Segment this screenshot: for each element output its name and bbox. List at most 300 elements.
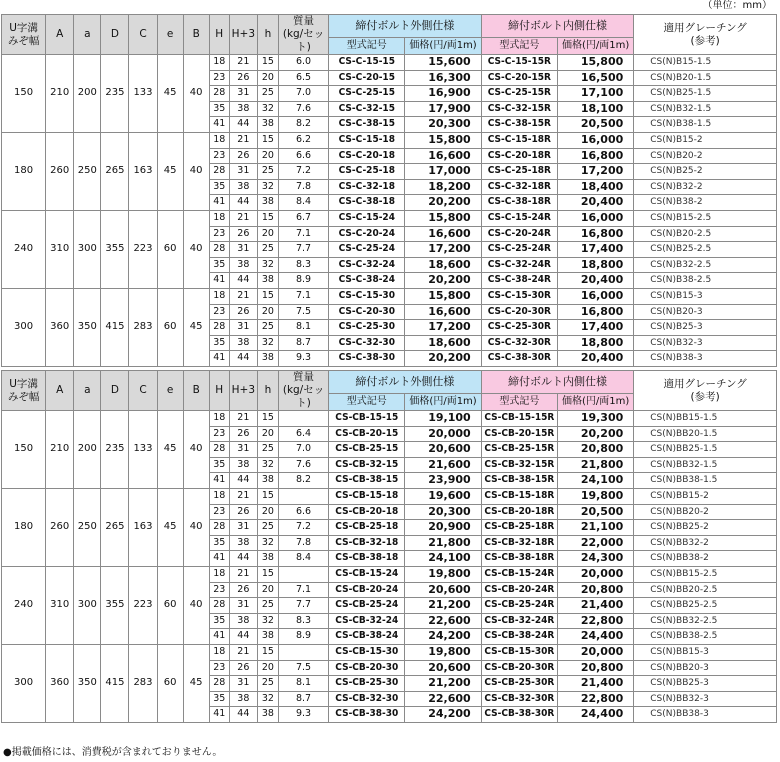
cell-inner-price: 22,000	[557, 535, 633, 551]
header-a: A	[46, 371, 74, 411]
cell-h: 41	[209, 629, 229, 645]
cell-inner-model: CS-CB-15-15R	[481, 411, 557, 427]
header-u_width: U字溝 みぞ幅	[2, 371, 46, 411]
cell-h: 35	[209, 335, 229, 351]
cell-inner-model: CS-CB-25-15R	[481, 442, 557, 458]
cell-mass: 7.7	[278, 598, 328, 614]
cell-outer-model: CS-CB-20-15	[329, 426, 405, 442]
cell-grating-ref: CS(N)B25-1.5	[634, 86, 777, 102]
cell-grating-ref: CS(N)BB32-2	[634, 535, 777, 551]
cell-mass: 6.4	[278, 426, 328, 442]
cell-h3: 44	[229, 117, 257, 133]
table-row	[2, 210, 777, 226]
group-d: 355	[101, 210, 129, 288]
cell-h: 23	[209, 582, 229, 598]
cell-h: 41	[209, 473, 229, 489]
cell-outer-model: CS-CB-20-30	[329, 660, 405, 676]
cell-inner-price: 17,400	[557, 242, 633, 258]
header-row	[2, 371, 777, 394]
cell-outer-price: 20,900	[405, 520, 481, 536]
cell-h3: 21	[229, 55, 257, 71]
cell-outer-price: 21,600	[405, 457, 481, 473]
cell-small-h: 20	[257, 660, 278, 676]
cell-small-h: 38	[257, 351, 278, 367]
cell-small-h: 20	[257, 226, 278, 242]
cell-mass: 8.9	[278, 629, 328, 645]
cell-small-h: 15	[257, 55, 278, 71]
cell-grating-ref: CS(N)BB38-2	[634, 551, 777, 567]
cell-mass: 8.3	[278, 613, 328, 629]
header-c: C	[129, 371, 157, 411]
cell-inner-price: 20,800	[557, 582, 633, 598]
cell-inner-model: CS-C-15-18R	[481, 132, 557, 148]
cell-outer-model: CS-C-38-24	[329, 273, 405, 289]
cell-grating-ref: CS(N)B32-1.5	[634, 101, 777, 117]
group-a: 310	[46, 210, 74, 288]
cell-inner-model: CS-CB-15-18R	[481, 488, 557, 504]
cell-grating-ref: CS(N)B32-2	[634, 179, 777, 195]
cell-h3: 21	[229, 411, 257, 427]
cell-small-h: 38	[257, 551, 278, 567]
cell-outer-price: 24,200	[405, 707, 481, 723]
cell-inner-model: CS-CB-38-18R	[481, 551, 557, 567]
cell-outer-price: 18,200	[405, 179, 481, 195]
cell-outer-price: 18,600	[405, 335, 481, 351]
cell-outer-model: CS-C-15-18	[329, 132, 405, 148]
cell-grating-ref: CS(N)BB20-2	[634, 504, 777, 520]
cell-small-h: 38	[257, 273, 278, 289]
cell-outer-model: CS-C-15-15	[329, 55, 405, 71]
group-e: 60	[157, 566, 183, 644]
cell-outer-price: 23,900	[405, 473, 481, 489]
cell-small-h: 20	[257, 582, 278, 598]
cell-small-h: 32	[257, 457, 278, 473]
cell-small-h: 25	[257, 676, 278, 692]
cell-inner-model: CS-C-25-15R	[481, 86, 557, 102]
cell-h3: 38	[229, 101, 257, 117]
cell-h: 18	[209, 411, 229, 427]
cell-mass: 8.4	[278, 195, 328, 211]
group-a: 250	[74, 132, 101, 210]
cell-mass: 6.6	[278, 504, 328, 520]
header-outer-spec: 締付ボルト外側仕様	[329, 15, 482, 38]
cell-small-h: 25	[257, 242, 278, 258]
header-d: D	[101, 15, 129, 55]
cell-mass: 8.1	[278, 320, 328, 336]
header-h: h	[257, 15, 278, 55]
cell-mass: 7.5	[278, 660, 328, 676]
cell-mass: 7.0	[278, 442, 328, 458]
cell-inner-price: 18,800	[557, 335, 633, 351]
cell-grating-ref: CS(N)B32-2.5	[634, 257, 777, 273]
header-b: B	[183, 15, 209, 55]
cell-grating-ref: CS(N)B15-3	[634, 288, 777, 304]
cell-h: 35	[209, 257, 229, 273]
cell-inner-model: CS-C-25-18R	[481, 164, 557, 180]
price-table-cb	[1, 370, 777, 723]
cell-small-h: 32	[257, 613, 278, 629]
cell-outer-price: 19,600	[405, 488, 481, 504]
group-c: 223	[129, 566, 157, 644]
cell-outer-price: 22,600	[405, 691, 481, 707]
cell-inner-model: CS-CB-20-30R	[481, 660, 557, 676]
cell-h: 23	[209, 70, 229, 86]
cell-grating-ref: CS(N)BB25-3	[634, 676, 777, 692]
cell-mass: 7.6	[278, 101, 328, 117]
cell-small-h: 38	[257, 473, 278, 489]
group-u: 240	[2, 566, 46, 644]
cell-mass: 8.9	[278, 273, 328, 289]
cell-grating-ref: CS(N)BB20-2.5	[634, 582, 777, 598]
header-grating-ref: 適用グレーチング (参考)	[634, 371, 777, 411]
cell-inner-model: CS-C-25-24R	[481, 242, 557, 258]
cell-small-h: 32	[257, 101, 278, 117]
cell-h: 28	[209, 676, 229, 692]
cell-inner-price: 16,000	[557, 288, 633, 304]
cell-outer-price: 21,200	[405, 676, 481, 692]
cell-outer-model: CS-CB-25-15	[329, 442, 405, 458]
cell-inner-price: 22,800	[557, 691, 633, 707]
cell-outer-price: 16,300	[405, 70, 481, 86]
cell-mass: 7.8	[278, 179, 328, 195]
cell-outer-model: CS-CB-32-18	[329, 535, 405, 551]
cell-h: 28	[209, 520, 229, 536]
header-a: A	[46, 15, 74, 55]
cell-small-h: 32	[257, 179, 278, 195]
cell-inner-price: 24,400	[557, 707, 633, 723]
cell-inner-price: 24,100	[557, 473, 633, 489]
cell-grating-ref: CS(N)B20-2.5	[634, 226, 777, 242]
cell-inner-model: CS-CB-15-30R	[481, 644, 557, 660]
cell-inner-model: CS-C-32-15R	[481, 101, 557, 117]
price-table-c	[1, 14, 777, 367]
cell-grating-ref: CS(N)BB20-3	[634, 660, 777, 676]
cell-h: 41	[209, 273, 229, 289]
cell-h3: 38	[229, 613, 257, 629]
cell-grating-ref: CS(N)B25-2.5	[634, 242, 777, 258]
table-row	[2, 288, 777, 304]
cell-h3: 31	[229, 320, 257, 336]
cell-inner-price: 16,800	[557, 304, 633, 320]
cell-outer-price: 20,600	[405, 582, 481, 598]
header-outer-spec: 締付ボルト外側仕様	[329, 371, 482, 394]
cell-outer-price: 21,800	[405, 535, 481, 551]
group-u: 300	[2, 288, 46, 366]
group-a: 360	[46, 288, 74, 366]
header-inner-price: 価格(円/両1m)	[557, 38, 633, 55]
cell-small-h: 32	[257, 691, 278, 707]
cell-h3: 21	[229, 210, 257, 226]
cell-mass: 8.2	[278, 473, 328, 489]
cell-h3: 31	[229, 164, 257, 180]
cell-h: 18	[209, 210, 229, 226]
group-u: 240	[2, 210, 46, 288]
cell-h3: 38	[229, 179, 257, 195]
cell-mass: 6.6	[278, 148, 328, 164]
cell-inner-price: 18,100	[557, 101, 633, 117]
cell-inner-price: 21,100	[557, 520, 633, 536]
cell-small-h: 20	[257, 304, 278, 320]
cell-grating-ref: CS(N)BB25-1.5	[634, 442, 777, 458]
cell-small-h: 20	[257, 148, 278, 164]
cell-outer-price: 19,800	[405, 566, 481, 582]
cell-inner-price: 20,400	[557, 273, 633, 289]
cell-h: 18	[209, 132, 229, 148]
cell-inner-price: 15,800	[557, 55, 633, 71]
cell-h3: 26	[229, 304, 257, 320]
cell-grating-ref: CS(N)BB38-1.5	[634, 473, 777, 489]
cell-outer-price: 17,900	[405, 101, 481, 117]
group-e: 45	[157, 55, 183, 133]
cell-outer-model: CS-C-25-30	[329, 320, 405, 336]
cell-h: 23	[209, 226, 229, 242]
cell-small-h: 25	[257, 520, 278, 536]
cell-small-h: 38	[257, 117, 278, 133]
cell-h: 18	[209, 288, 229, 304]
cell-outer-model: CS-C-32-18	[329, 179, 405, 195]
group-b: 40	[183, 566, 209, 644]
cell-mass: 9.3	[278, 707, 328, 723]
group-a: 200	[74, 55, 101, 133]
group-b: 40	[183, 210, 209, 288]
cell-inner-model: CS-CB-15-24R	[481, 566, 557, 582]
cell-h3: 21	[229, 644, 257, 660]
cell-inner-model: CS-CB-38-15R	[481, 473, 557, 489]
group-e: 60	[157, 210, 183, 288]
cell-inner-price: 22,800	[557, 613, 633, 629]
cell-outer-model: CS-C-20-18	[329, 148, 405, 164]
cell-grating-ref: CS(N)B38-1.5	[634, 117, 777, 133]
cell-inner-price: 21,400	[557, 676, 633, 692]
cell-small-h: 15	[257, 288, 278, 304]
group-e: 45	[157, 132, 183, 210]
header-outer-model: 型式記号	[329, 394, 405, 411]
cell-outer-model: CS-C-20-15	[329, 70, 405, 86]
group-u: 180	[2, 132, 46, 210]
cell-inner-price: 19,300	[557, 411, 633, 427]
cell-small-h: 15	[257, 644, 278, 660]
cell-inner-price: 21,400	[557, 598, 633, 614]
cell-h: 23	[209, 426, 229, 442]
cell-inner-model: CS-CB-20-24R	[481, 582, 557, 598]
cell-inner-price: 20,500	[557, 504, 633, 520]
cell-h3: 31	[229, 520, 257, 536]
cell-h: 18	[209, 488, 229, 504]
table-row	[2, 55, 777, 71]
cell-h3: 31	[229, 598, 257, 614]
cell-outer-model: CS-C-20-24	[329, 226, 405, 242]
cell-grating-ref: CS(N)B38-2.5	[634, 273, 777, 289]
group-d: 235	[101, 411, 129, 489]
cell-mass: 7.7	[278, 242, 328, 258]
cell-outer-model: CS-C-25-24	[329, 242, 405, 258]
cell-small-h: 25	[257, 164, 278, 180]
group-b: 40	[183, 132, 209, 210]
group-a: 350	[74, 644, 101, 722]
cell-inner-model: CS-C-38-30R	[481, 351, 557, 367]
cell-outer-price: 18,600	[405, 257, 481, 273]
cell-inner-price: 16,000	[557, 132, 633, 148]
cell-outer-model: CS-C-25-15	[329, 86, 405, 102]
cell-h3: 21	[229, 132, 257, 148]
cell-h: 35	[209, 101, 229, 117]
cell-grating-ref: CS(N)BB15-2.5	[634, 566, 777, 582]
header-e: e	[157, 15, 183, 55]
cell-mass	[278, 411, 328, 427]
group-a: 210	[46, 411, 74, 489]
cell-grating-ref: CS(N)B15-2	[634, 132, 777, 148]
cell-h3: 26	[229, 426, 257, 442]
group-c: 133	[129, 411, 157, 489]
cell-inner-model: CS-C-20-18R	[481, 148, 557, 164]
group-a: 300	[74, 210, 101, 288]
header-inner-model: 型式記号	[481, 394, 557, 411]
group-a: 310	[46, 566, 74, 644]
cell-h3: 31	[229, 242, 257, 258]
header-mass: 質量 (kg/セット)	[278, 15, 328, 55]
cell-inner-price: 24,300	[557, 551, 633, 567]
cell-inner-model: CS-CB-32-24R	[481, 613, 557, 629]
cell-grating-ref: CS(N)BB32-2.5	[634, 613, 777, 629]
cell-outer-model: CS-C-38-18	[329, 195, 405, 211]
header-outer-model: 型式記号	[329, 38, 405, 55]
cell-inner-price: 17,100	[557, 86, 633, 102]
cell-h3: 26	[229, 504, 257, 520]
group-a: 260	[46, 488, 74, 566]
group-a: 300	[74, 566, 101, 644]
cell-h3: 44	[229, 351, 257, 367]
cell-h3: 21	[229, 288, 257, 304]
cell-inner-model: CS-CB-32-30R	[481, 691, 557, 707]
table-row	[2, 644, 777, 660]
cell-h: 41	[209, 351, 229, 367]
cell-outer-price: 17,200	[405, 320, 481, 336]
cell-inner-model: CS-C-32-24R	[481, 257, 557, 273]
cell-mass: 6.0	[278, 55, 328, 71]
group-u: 150	[2, 411, 46, 489]
group-d: 415	[101, 644, 129, 722]
cell-outer-price: 20,300	[405, 504, 481, 520]
cell-small-h: 20	[257, 70, 278, 86]
group-c: 163	[129, 488, 157, 566]
header-h3: H+3	[229, 15, 257, 55]
cell-outer-price: 17,200	[405, 242, 481, 258]
cell-grating-ref: CS(N)B15-1.5	[634, 55, 777, 71]
group-c: 283	[129, 288, 157, 366]
cell-outer-price: 20,000	[405, 426, 481, 442]
cell-inner-model: CS-CB-20-18R	[481, 504, 557, 520]
cell-mass	[278, 566, 328, 582]
cell-outer-model: CS-CB-38-15	[329, 473, 405, 489]
group-b: 40	[183, 411, 209, 489]
cell-h: 41	[209, 117, 229, 133]
cell-mass: 7.8	[278, 535, 328, 551]
cell-inner-price: 20,800	[557, 660, 633, 676]
cell-inner-price: 16,500	[557, 70, 633, 86]
group-u: 150	[2, 55, 46, 133]
cell-outer-price: 20,200	[405, 351, 481, 367]
cell-small-h: 15	[257, 488, 278, 504]
cell-mass	[278, 644, 328, 660]
group-a: 350	[74, 288, 101, 366]
cell-h3: 31	[229, 676, 257, 692]
cell-h3: 26	[229, 148, 257, 164]
cell-outer-model: CS-C-38-30	[329, 351, 405, 367]
cell-small-h: 25	[257, 598, 278, 614]
cell-inner-model: CS-CB-38-30R	[481, 707, 557, 723]
cell-outer-price: 20,600	[405, 442, 481, 458]
cell-small-h: 25	[257, 86, 278, 102]
cell-outer-price: 15,600	[405, 55, 481, 71]
cell-outer-price: 20,600	[405, 660, 481, 676]
cell-inner-price: 20,400	[557, 351, 633, 367]
cell-h: 41	[209, 707, 229, 723]
cell-outer-model: CS-CB-20-18	[329, 504, 405, 520]
cell-mass: 7.1	[278, 582, 328, 598]
cell-outer-model: CS-CB-20-24	[329, 582, 405, 598]
cell-outer-model: CS-CB-38-30	[329, 707, 405, 723]
cell-mass: 8.7	[278, 691, 328, 707]
group-b: 40	[183, 55, 209, 133]
cell-h3: 26	[229, 226, 257, 242]
cell-h3: 26	[229, 660, 257, 676]
cell-small-h: 32	[257, 257, 278, 273]
group-e: 45	[157, 488, 183, 566]
cell-h: 28	[209, 442, 229, 458]
cell-outer-price: 21,200	[405, 598, 481, 614]
cell-small-h: 20	[257, 504, 278, 520]
cell-inner-model: CS-C-15-30R	[481, 288, 557, 304]
group-d: 415	[101, 288, 129, 366]
cell-grating-ref: CS(N)B32-3	[634, 335, 777, 351]
cell-outer-price: 19,100	[405, 411, 481, 427]
cell-inner-model: CS-C-15-24R	[481, 210, 557, 226]
header-inner-model: 型式記号	[481, 38, 557, 55]
cell-mass: 7.2	[278, 164, 328, 180]
cell-mass: 8.3	[278, 257, 328, 273]
cell-inner-price: 21,800	[557, 457, 633, 473]
cell-h3: 21	[229, 488, 257, 504]
cell-h3: 31	[229, 86, 257, 102]
cell-small-h: 15	[257, 411, 278, 427]
cell-mass: 6.5	[278, 70, 328, 86]
table-row	[2, 132, 777, 148]
group-a: 360	[46, 644, 74, 722]
cell-h3: 44	[229, 273, 257, 289]
cell-mass: 8.1	[278, 676, 328, 692]
cell-h: 28	[209, 164, 229, 180]
cell-h3: 44	[229, 629, 257, 645]
cell-outer-price: 24,100	[405, 551, 481, 567]
cell-small-h: 38	[257, 629, 278, 645]
cell-inner-price: 16,800	[557, 148, 633, 164]
cell-inner-model: CS-C-38-18R	[481, 195, 557, 211]
cell-grating-ref: CS(N)B38-3	[634, 351, 777, 367]
cell-h: 18	[209, 644, 229, 660]
cell-small-h: 15	[257, 566, 278, 582]
cell-grating-ref: CS(N)BB15-1.5	[634, 411, 777, 427]
group-d: 235	[101, 55, 129, 133]
cell-inner-price: 20,200	[557, 426, 633, 442]
cell-h: 28	[209, 598, 229, 614]
cell-inner-model: CS-CB-38-24R	[481, 629, 557, 645]
cell-inner-model: CS-C-38-15R	[481, 117, 557, 133]
cell-outer-price: 20,200	[405, 195, 481, 211]
cell-outer-price: 16,900	[405, 86, 481, 102]
header-outer-price: 価格(円/両1m)	[405, 38, 481, 55]
cell-inner-price: 16,000	[557, 210, 633, 226]
cell-inner-model: CS-C-20-24R	[481, 226, 557, 242]
